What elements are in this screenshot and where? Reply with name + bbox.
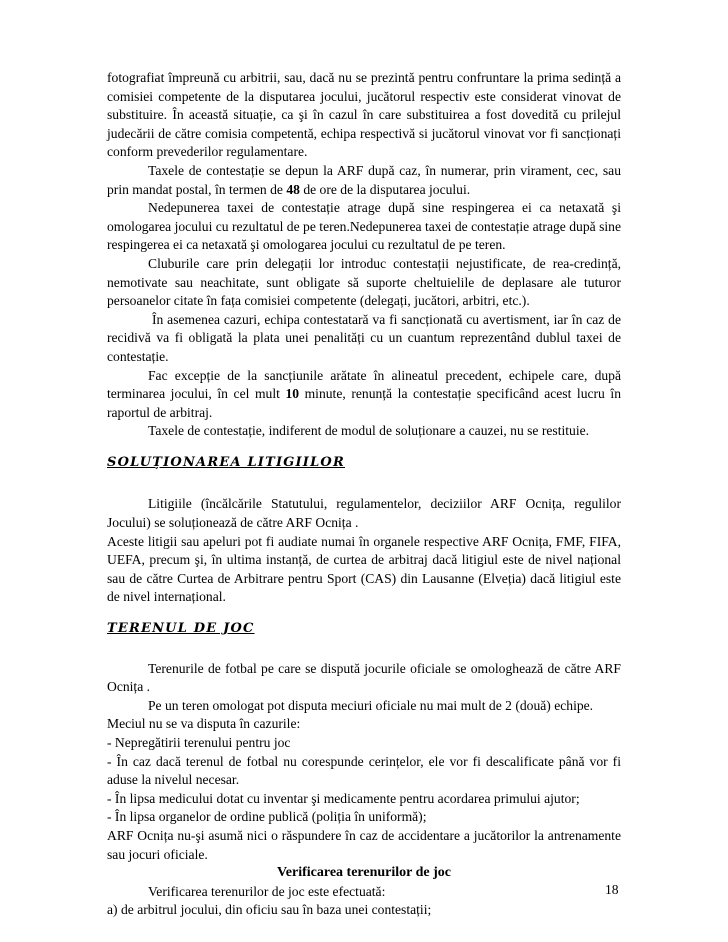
paragraph-exceptions [107, 367, 621, 423]
list-item: - În lipsa organelor de ordine publică (poliția în uniformă); [107, 809, 427, 825]
text-fragment: minute, renunță la contestație specificând acest lucru în raportul de arbitraj. [107, 386, 621, 420]
section-heading-litigation: SOLUȚIONAREA LITIGIILOR [107, 454, 345, 470]
minutes-value: 10 [285, 386, 300, 402]
paragraph-cases-intro: Meciul nu se va disputa în cazurile: [107, 716, 301, 732]
hours-value: 48 [286, 181, 300, 197]
paragraph-substitution: fotografiat împreună cu arbitrii, sau, dacă nu se prezintă pentru confruntare la prima sedință a comisiei competente de la disputarea jocului, jucătorul respectiv este considerat vinovat de substituire. În această situație, ca şi în cazul în care substituirea a fost dovedită cu prilejul judecării de către comisia competentă, echipa respectivă si jucătorul vinovat vor fi sancționați conform prevederilor regulamentare. [107, 70, 621, 160]
paragraph-contest-fees [107, 162, 621, 199]
page-number: 18 [605, 882, 619, 897]
paragraph-field-limit: Pe un teren omologat pot disputa meciuri oficiale nu mai mult de 2 (două) echipe. [148, 697, 594, 713]
list-item: - În caz dacă terenul de fotbal nu corespunde cerințelor, ele vor fi descalificate până vor fi aduse la nivelul necesar. [107, 753, 621, 788]
subheading-field-verification: Verificarea terenurilor de joc [276, 865, 452, 881]
text-fragment: Taxele de contestație se depun la ARF după caz, în numerar, prin virament, cec, sau prin mandat postal, în termen de [107, 162, 621, 197]
paragraph-liability: ARF Ocnița nu-şi asumă nici o răspundere în caz de accidentare a jucătorilor la antrenamente sau jocuri oficiale. [107, 827, 621, 862]
list-item: - Nepregătirii terenului pentru joc [107, 735, 291, 750]
text-fragment: Fac excepție de la sancțiunile arătate în alineatul precedent, echipele care, după terminarea jocului, în cel mult [107, 367, 621, 402]
paragraph-unjustified-contests: Cluburile care prin delegații lor introduc contestații nejustificate, de rea-credință, nemotivate sau neachitate, sunt obligate să suporte cheltuielile de deplasare ale tuturor persoanelor citate în fața comisiei competente (delegați, jucători, arbitri, etc.). [107, 255, 621, 309]
paragraph-field-homologation: Terenurile de fotbal pe care se dispută jocurile oficiale se omologhează de către ARF Ocnița . [107, 660, 621, 695]
text-fragment: de ore de la disputarea jocului. [299, 181, 471, 197]
paragraph-appeals: Aceste litigii sau apeluri pot fi audiate numai în organele respective ARF Ocnița, FMF, FIFA, UEFA, precum şi, în ultima instanță, de curtea de arbitraj dacă litigiul este de nivel național sau de către Curtea de Arbitrare pentru Sport (CAS) din Lausanne (Elveția) dacă litigiul este de nivel internațional. [107, 533, 621, 605]
list-item: - În lipsa medicului dotat cu inventar şi medicamente pentru acordarea primului ajutor; [107, 790, 580, 806]
paragraph-litigation: Litigiile (încălcările Statutului, regulamentelor, deciziilor ARF Ocnița, regulilor Jocului) se soluționează de către ARF Ocnița . [107, 496, 621, 531]
paragraph-sanctions: În asemenea cazuri, echipa contestatară va fi sancționată cu avertisment, iar în caz de recidivă va fi obligată la plata unei penalități cu un cuantum reprezentând dublul taxei de contestație. [107, 311, 621, 364]
paragraph-non-refundable: Taxele de contestație, indiferent de modul de soluționare a cauzei, nu se restituie. [148, 423, 590, 439]
list-item: a) de arbitrul jocului, din oficiu sau în baza unei contestații; [107, 902, 432, 918]
page-body [107, 69, 621, 920]
paragraph-verification-intro: Verificarea terenurilor de joc este efectuată: [148, 883, 386, 899]
section-heading-playing-field: TERENUL DE JOC [107, 621, 255, 637]
paragraph-unpaid-fee: Nedepunerea taxei de contestație atrage după sine respingerea ei ca netaxată şi omologarea jocului cu rezultatul de pe teren.Nedepunerea taxei de contestație atrage după sine respingerea ei ca netaxată şi omologarea jocului cu rezultatul de pe teren. [107, 200, 621, 253]
